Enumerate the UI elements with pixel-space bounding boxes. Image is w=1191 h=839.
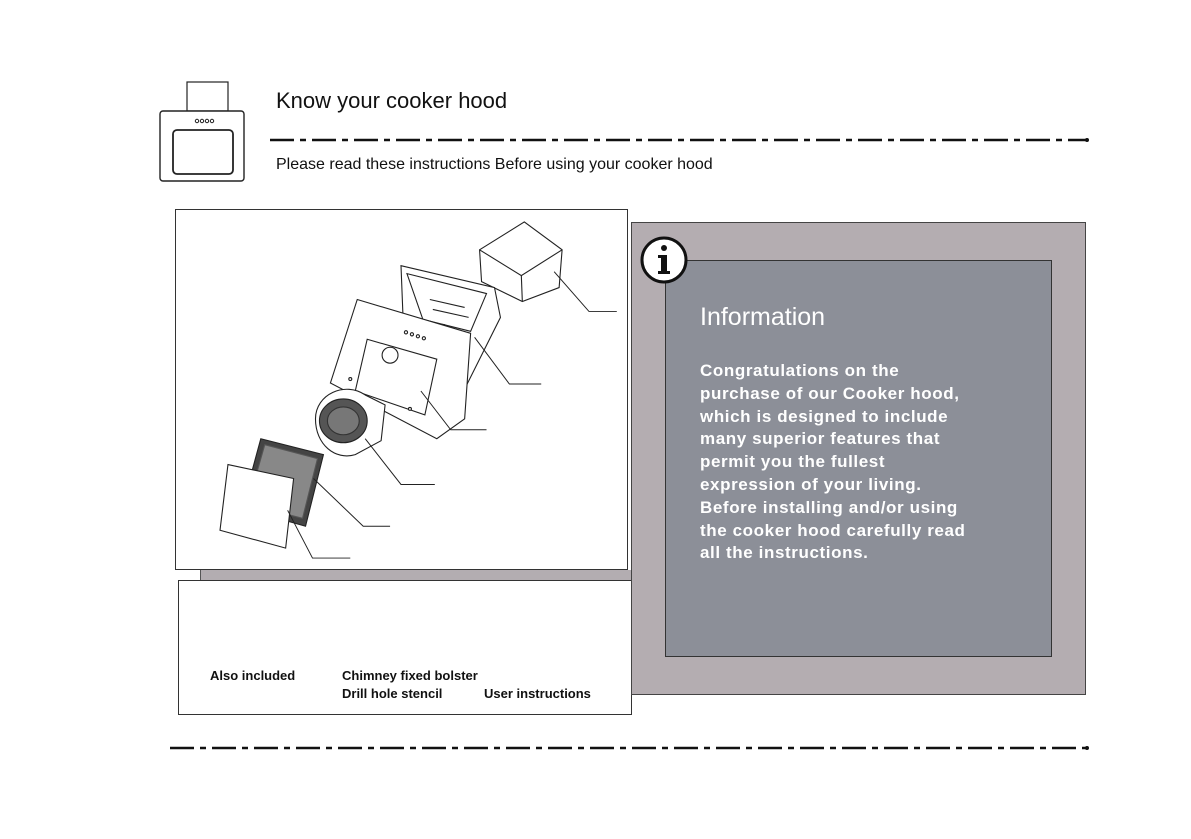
info-line: all the instructions. [700,543,869,563]
info-heading: Information [700,303,826,331]
info-line: permit you the fullest [700,452,886,472]
exploded-diagram-frame [175,209,628,570]
info-line: Congratulations on the [700,361,900,380]
info-line: the cooker hood carefully read [700,520,966,540]
included-item: User instructions [484,686,591,701]
exploded-diagram [176,210,627,569]
info-line: expression of your living. [700,474,922,494]
info-line: purchase of our Cooker hood, [700,383,960,403]
also-included-label: Also included [210,668,296,683]
info-line: Before installing and/or using [700,497,958,517]
divider-top [270,137,1090,143]
info-icon [639,235,689,285]
info-line: many superior features that [700,429,941,449]
included-item: Chimney fixed bolster [342,668,478,683]
info-line: which is designed to include [700,406,949,426]
also-included-box [178,580,632,715]
included-item: Drill hole stencil [342,686,443,701]
cooker-hood-icon [159,81,245,182]
info-body [700,360,1045,565]
divider-bottom [170,745,1090,751]
page-title: Know your cooker hood [276,88,508,113]
page-subtitle: Please read these instructions Before using your cooker hood [276,156,713,173]
